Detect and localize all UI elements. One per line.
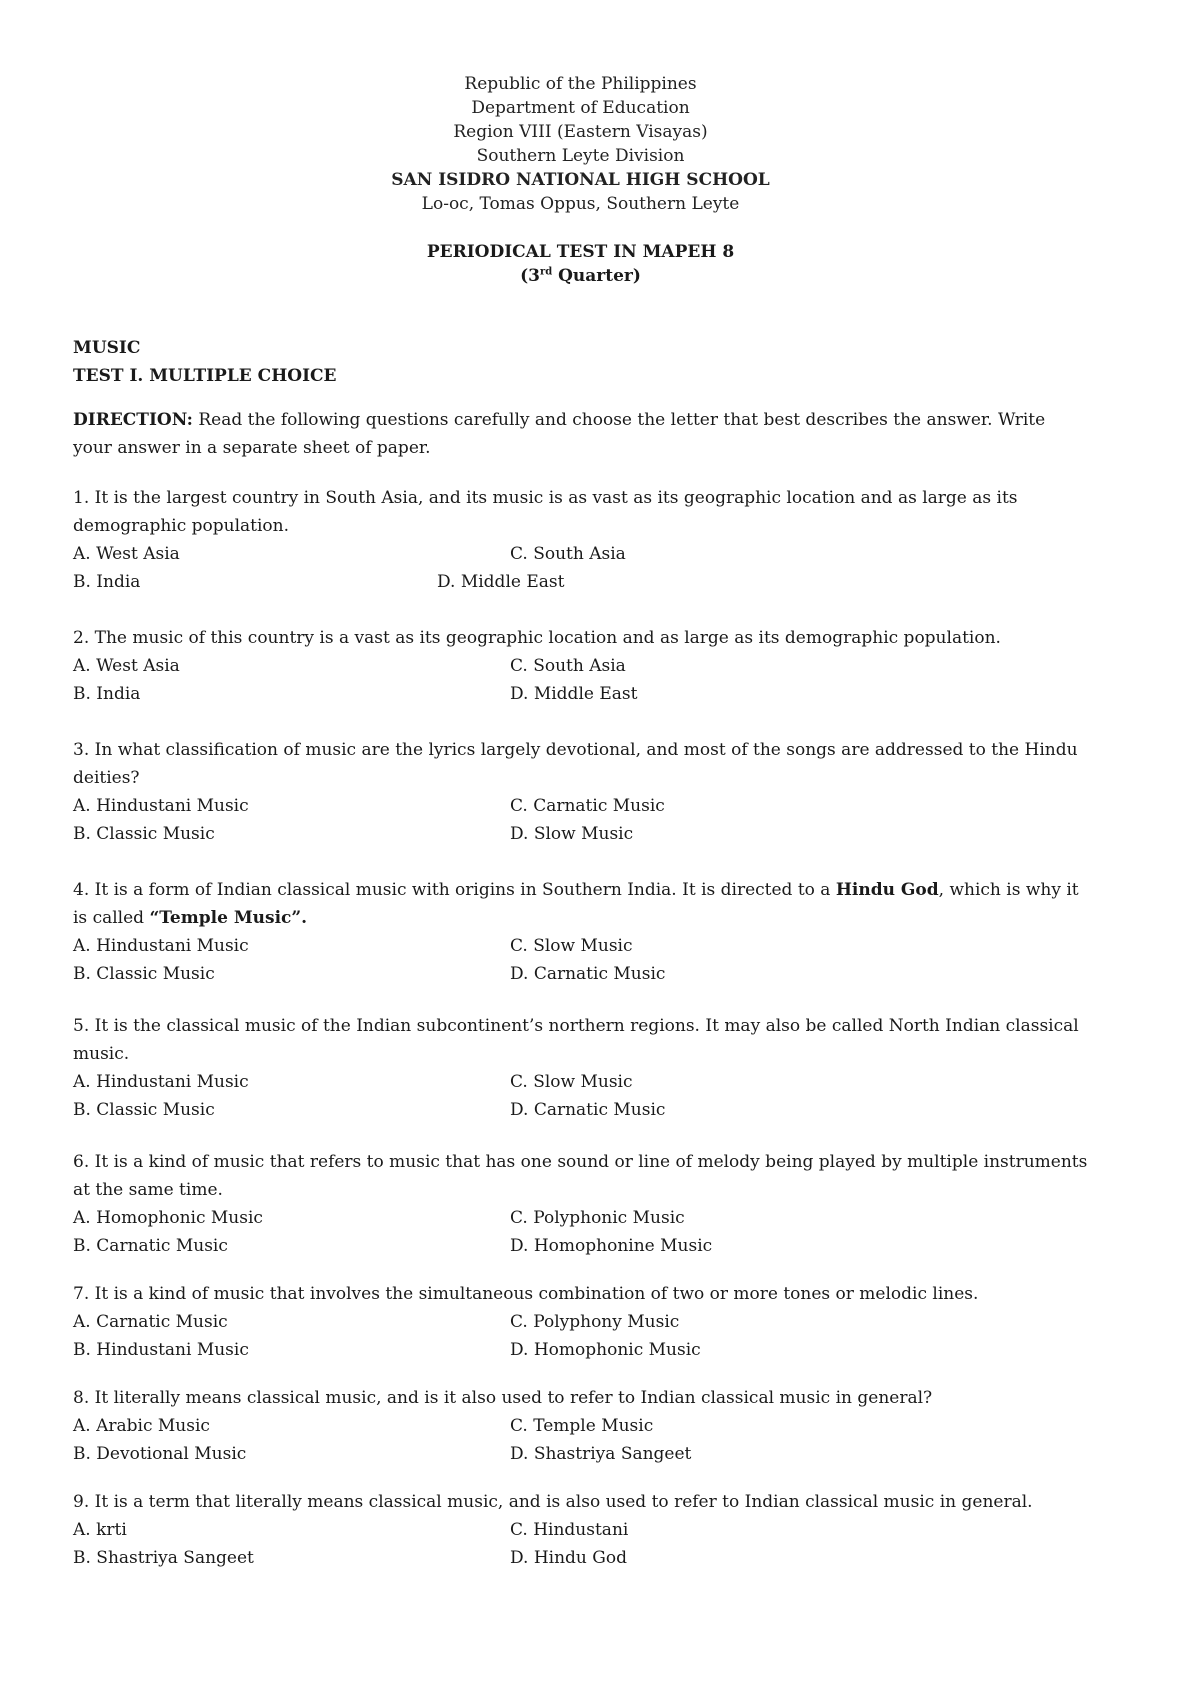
document-header xyxy=(73,72,1088,216)
direction-text: Read the following questions carefully and choose the letter that best describes the answer. Write your answer in a separate sheet of paper. xyxy=(73,410,1046,458)
choice-a: A. West Asia xyxy=(73,544,180,564)
choice-a: A. Arabic Music xyxy=(73,1416,210,1436)
question-item xyxy=(73,1012,1088,1124)
choice-c: C. Polyphony Music xyxy=(510,1312,680,1332)
question-text-part2: , which is why it is called xyxy=(73,880,1079,928)
choice-d: D. Middle East xyxy=(437,572,565,592)
test-title: PERIODICAL TEST IN MAPEH 8 xyxy=(426,242,735,262)
choice-b: B. Classic Music xyxy=(73,964,215,984)
question-text: 8. It literally means classical music, and is it also used to refer to Indian classical music in general? xyxy=(73,1388,933,1408)
header-address: Lo-oc, Tomas Oppus, Southern Leyte xyxy=(421,194,740,214)
question-text: 7. It is a kind of music that involves the simultaneous combination of two or more tones or melodic lines. xyxy=(73,1284,979,1304)
test-part-heading: TEST I. MULTIPLE CHOICE xyxy=(73,366,337,386)
question-text: 1. It is the largest country in South Asia, and its music is as vast as its geographic location and as large as its demographic population. xyxy=(73,488,1018,536)
choice-a: A. Homophonic Music xyxy=(73,1208,263,1228)
choice-b: B. Classic Music xyxy=(73,1100,215,1120)
choice-d: D. Hindu God xyxy=(510,1548,627,1568)
question-item xyxy=(73,1384,1088,1468)
choice-grid xyxy=(73,1516,1088,1572)
choice-c: C. South Asia xyxy=(510,544,626,564)
choice-grid xyxy=(73,792,1088,848)
choice-c: C. Slow Music xyxy=(510,1072,633,1092)
question-item xyxy=(73,1488,1088,1572)
test-title-block xyxy=(73,240,1088,288)
choice-grid xyxy=(73,652,1088,708)
question-text: 3. In what classification of music are the lyrics largely devotional, and most of the songs are addressed to the Hindu deities? xyxy=(73,740,1078,788)
quarter-superscript: rd xyxy=(539,266,553,278)
question-text: 2. The music of this country is a vast as its geographic location and as large as its demographic population. xyxy=(73,628,1001,648)
quarter-close: Quarter) xyxy=(552,266,641,286)
direction-paragraph xyxy=(73,406,1088,462)
choice-b: B. India xyxy=(73,684,141,704)
question-item xyxy=(73,736,1088,848)
choice-b: B. Shastriya Sangeet xyxy=(73,1548,254,1568)
choice-c: C. South Asia xyxy=(510,656,626,676)
quarter-open: (3 xyxy=(520,266,540,286)
choice-c: C. Temple Music xyxy=(510,1416,654,1436)
choice-d: D. Carnatic Music xyxy=(510,964,666,984)
choice-grid xyxy=(73,540,1088,596)
question-text-bold-temple-music: “Temple Music”. xyxy=(149,908,308,928)
choice-b: B. Devotional Music xyxy=(73,1444,247,1464)
test-quarter xyxy=(73,264,1088,288)
choice-d: D. Middle East xyxy=(510,684,638,704)
choice-c: C. Polyphonic Music xyxy=(510,1208,685,1228)
header-division: Southern Leyte Division xyxy=(476,146,685,166)
question-text xyxy=(73,876,1088,932)
header-region: Region VIII (Eastern Visayas) xyxy=(453,122,708,142)
choice-grid xyxy=(73,932,1088,988)
question-text-part1: 4. It is a form of Indian classical music with origins in Southern India. It is directed to a xyxy=(73,880,836,900)
choice-a: A. Hindustani Music xyxy=(73,1072,249,1092)
choice-a: A. West Asia xyxy=(73,656,180,676)
choice-d: D. Homophonine Music xyxy=(510,1236,713,1256)
choice-c: C. Carnatic Music xyxy=(510,796,665,816)
question-item xyxy=(73,1280,1088,1364)
choice-a: A. krti xyxy=(73,1520,127,1540)
question-text: 6. It is a kind of music that refers to music that has one sound or line of melody being played by multiple instruments at the same time. xyxy=(73,1152,1088,1200)
question-text-bold-hindu-god: Hindu God xyxy=(835,880,939,900)
choice-c: C. Slow Music xyxy=(510,936,633,956)
direction-label: DIRECTION: xyxy=(73,410,193,430)
choice-d: D. Carnatic Music xyxy=(510,1100,666,1120)
choice-b: B. Classic Music xyxy=(73,824,215,844)
section-heading xyxy=(73,334,1088,390)
choice-b: B. Carnatic Music xyxy=(73,1236,228,1256)
choice-b: B. India xyxy=(73,572,141,592)
choice-a: A. Hindustani Music xyxy=(73,796,249,816)
choice-grid xyxy=(73,1204,1088,1260)
choice-grid xyxy=(73,1412,1088,1468)
header-school-name: SAN ISIDRO NATIONAL HIGH SCHOOL xyxy=(391,170,770,190)
choice-d: D. Shastriya Sangeet xyxy=(510,1444,692,1464)
choice-c: C. Hindustani xyxy=(510,1520,629,1540)
question-item xyxy=(73,876,1088,988)
choice-b: B. Hindustani Music xyxy=(73,1340,249,1360)
question-item xyxy=(73,1148,1088,1260)
choice-grid xyxy=(73,1068,1088,1124)
choice-grid xyxy=(73,1308,1088,1364)
header-department: Department of Education xyxy=(471,98,690,118)
choice-d: D. Slow Music xyxy=(510,824,634,844)
choice-a: A. Carnatic Music xyxy=(73,1312,228,1332)
choice-a: A. Hindustani Music xyxy=(73,936,249,956)
header-republic: Republic of the Philippines xyxy=(464,74,697,94)
choice-d: D. Homophonic Music xyxy=(510,1340,701,1360)
question-item xyxy=(73,624,1088,708)
question-text: 5. It is the classical music of the Indian subcontinent’s northern regions. It may also be called North Indian classical music. xyxy=(73,1016,1079,1064)
question-item xyxy=(73,484,1088,596)
question-text: 9. It is a term that literally means classical music, and is also used to refer to Indian classical music in general. xyxy=(73,1492,1033,1512)
subject-heading: MUSIC xyxy=(73,338,141,358)
